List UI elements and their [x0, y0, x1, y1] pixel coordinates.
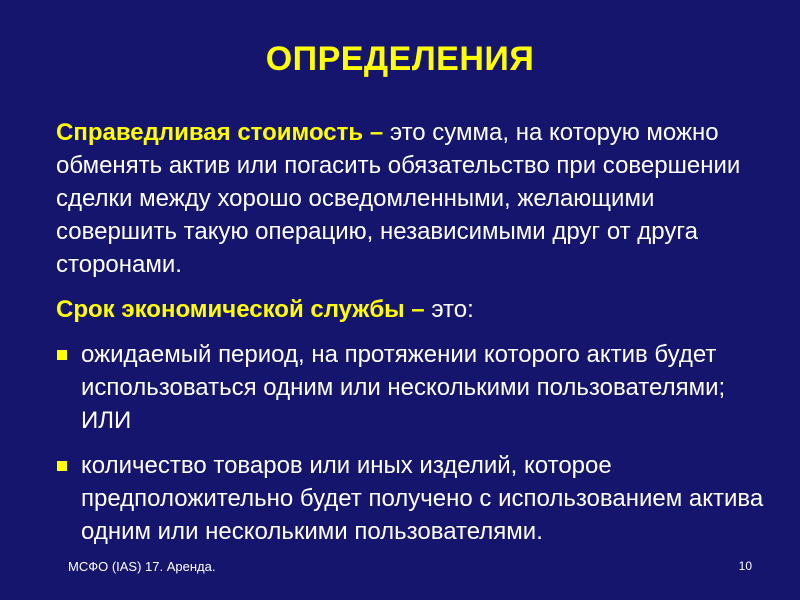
- slide-content: [56, 116, 776, 560]
- list-item: [56, 449, 776, 548]
- term-fair-value: Справедливая стоимость: [56, 119, 364, 146]
- bullet-text: ожидаемый период, на протяжении которого актив будет использоваться одним или несколькими пользователями; ИЛИ: [81, 341, 726, 434]
- bullet-list: [56, 338, 776, 548]
- slide-title: ОПРЕДЕЛЕНИЯ: [265, 40, 535, 78]
- definition-useful-life: [56, 293, 776, 326]
- bullet-text: количество товаров или иных изделий, которое предположительно будет получено с использованием актива одним или несколькими пользователями.: [81, 452, 764, 545]
- term-dash: –: [404, 296, 432, 323]
- definition-useful-life-text: это:: [431, 296, 474, 323]
- square-bullet-icon: [57, 350, 67, 360]
- definition-fair-value: [56, 116, 776, 281]
- definition-fair-value-text: это сумма, на которую можно обменять актив или погасить обязательство при совершении сделки между хорошо осведомленными, желающими совершить такую операцию, независимыми друг от друга сторонами.: [56, 119, 741, 278]
- list-item: [56, 338, 776, 437]
- square-bullet-icon: [57, 461, 67, 471]
- term-useful-life: Срок экономической службы: [56, 296, 405, 323]
- footer-caption: МСФО (IAS) 17. Аренда.: [68, 559, 216, 574]
- term-dash: –: [363, 119, 390, 146]
- page-number: 10: [738, 559, 752, 573]
